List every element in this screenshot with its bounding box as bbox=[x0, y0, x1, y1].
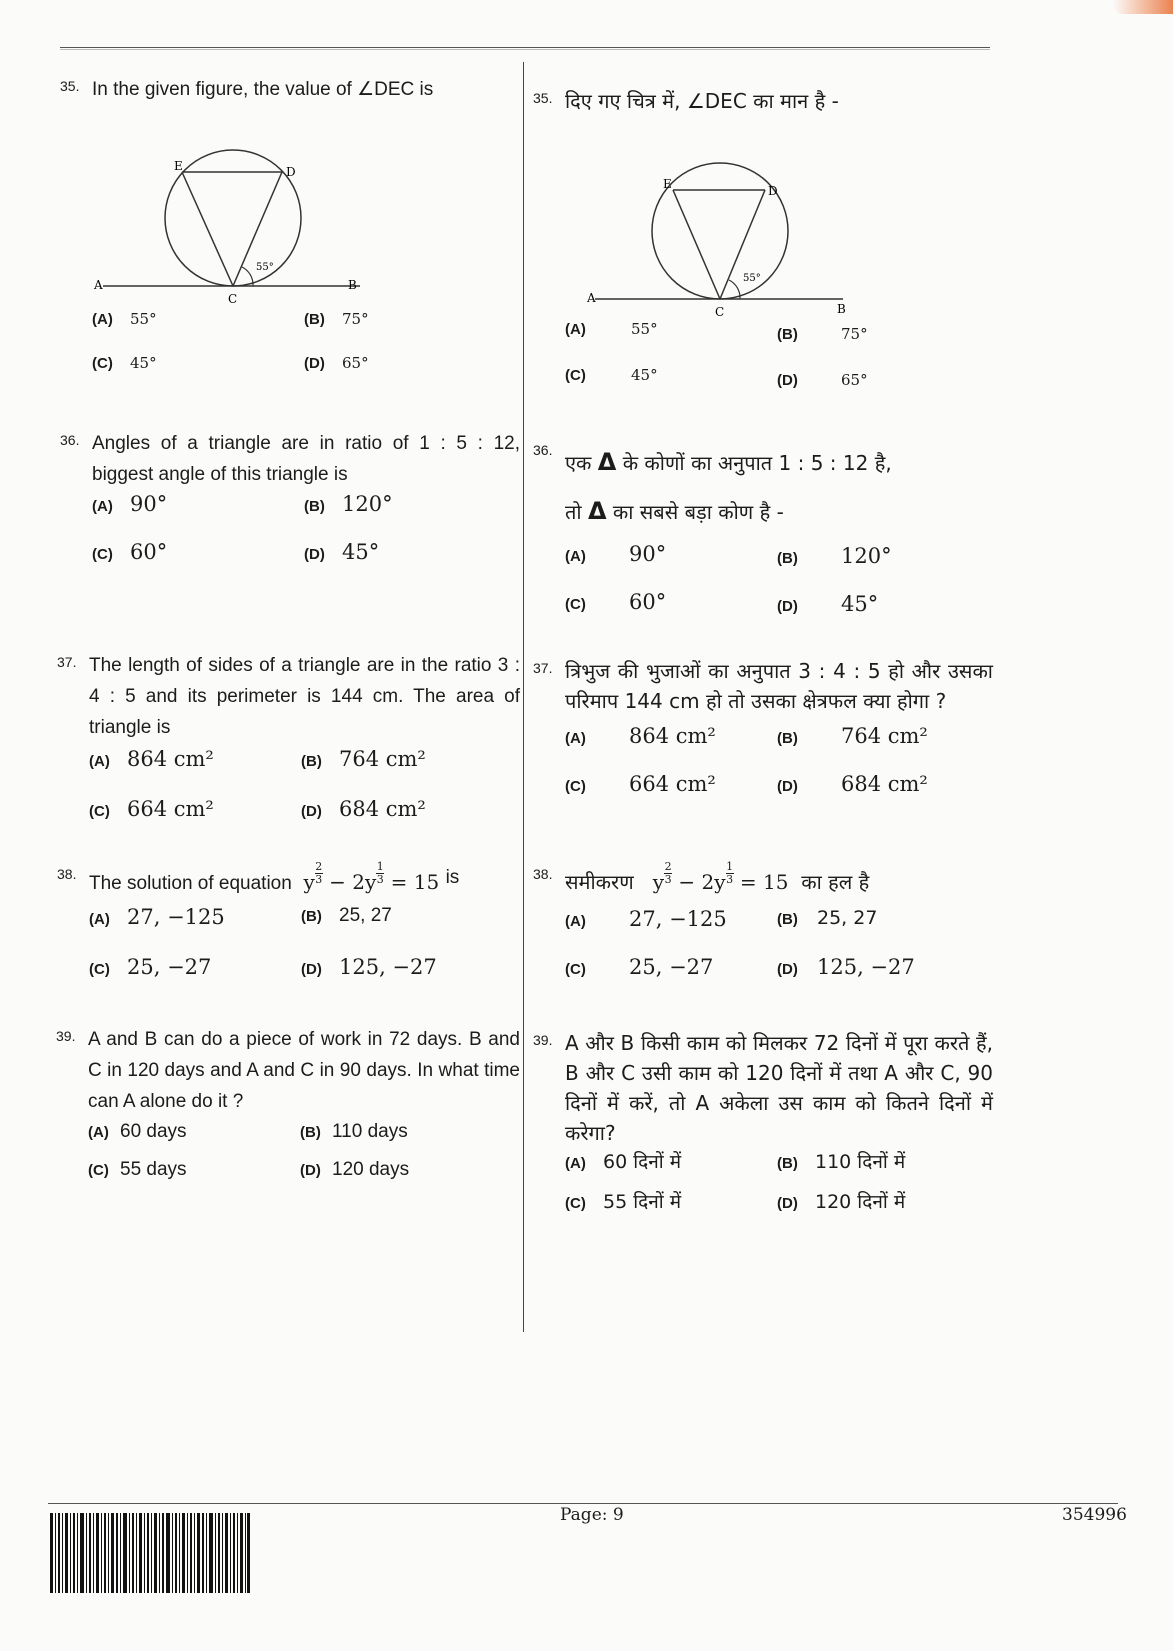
option-a[interactable]: (A) 60 दिनों में bbox=[565, 1151, 682, 1173]
option-a[interactable]: (A) 90° bbox=[565, 542, 667, 566]
options bbox=[565, 320, 985, 410]
paper-code: 354996 bbox=[1062, 1505, 1127, 1525]
option-d[interactable]: (D) 125, −27 bbox=[301, 955, 437, 979]
question-text: Angles of a triangle are in ratio of 1 : 5 : 12, biggest angle of this triangle is bbox=[92, 433, 520, 485]
footer-rule bbox=[48, 1503, 1118, 1504]
page-number: Page: 9 bbox=[560, 1505, 624, 1525]
equation: y $\frac{2}{3}$ − 2y $\frac{1}{3}$ = 15 bbox=[303, 860, 440, 894]
option-c[interactable]: (C) 664 cm² bbox=[565, 772, 716, 796]
question-text: A और B किसी काम को मिलकर 72 दिनों में पूरा करते हैं, B और C उसी काम को 120 दिनों में तथा A और C, 90 दिनों में करें, तो A अकेला उस काम को कितने दिनों में करेगा? bbox=[565, 1031, 993, 1145]
question-text: त्रिभुज की भुजाओं का अनुपात 3 : 4 : 5 हो और उसका परिमाप 144 cm हो तो उसका क्षेत्रफल क्या होगा ? bbox=[565, 659, 993, 713]
option-d[interactable]: (D) 65° bbox=[304, 354, 369, 372]
header-rule bbox=[60, 47, 990, 48]
options bbox=[565, 907, 993, 1003]
options bbox=[565, 1148, 993, 1228]
question-text: The length of sides of a triangle are in the ratio 3 : 4 : 5 and its perimeter is 144 cm. The area of triangle is bbox=[89, 655, 520, 738]
option-a[interactable]: (A) 864 cm² bbox=[89, 747, 214, 771]
option-c[interactable]: (C) 60° bbox=[565, 590, 667, 614]
label-b: B bbox=[837, 302, 846, 316]
option-a[interactable]: (A) 90° bbox=[92, 492, 168, 516]
option-d[interactable]: (D) 120 days bbox=[300, 1159, 410, 1180]
option-d[interactable]: (D) 45° bbox=[304, 540, 380, 564]
label-c: C bbox=[715, 305, 725, 319]
option-a[interactable]: (A) 27, −125 bbox=[89, 905, 225, 929]
question-number: 39. bbox=[533, 1032, 553, 1048]
option-d[interactable]: (D) 125, −27 bbox=[777, 955, 915, 979]
label-b: B bbox=[348, 278, 357, 292]
options bbox=[92, 310, 512, 400]
question-number: 36. bbox=[60, 432, 80, 448]
options bbox=[92, 490, 520, 586]
option-b[interactable]: (B) 25, 27 bbox=[301, 905, 392, 926]
options bbox=[565, 542, 993, 642]
option-b[interactable]: (B) 25, 27 bbox=[777, 907, 878, 929]
label-e: E bbox=[174, 159, 183, 173]
equation: y $\frac{2}{3}$ − 2y $\frac{1}{3}$ = 15 bbox=[652, 860, 789, 894]
option-d[interactable]: (D) 120 दिनों में bbox=[777, 1191, 906, 1213]
option-a[interactable]: (A) 864 cm² bbox=[565, 724, 716, 748]
label-e: E bbox=[663, 177, 672, 191]
options bbox=[565, 724, 993, 820]
question-39-en bbox=[56, 1024, 520, 1201]
option-d[interactable]: (D) 65° bbox=[777, 371, 868, 389]
option-b[interactable]: (B) 764 cm² bbox=[777, 724, 928, 748]
barcode bbox=[50, 1513, 250, 1593]
question-38-hi bbox=[533, 862, 993, 1003]
question-text: समीकरण y $\frac{2}{3}$ − 2y $\frac{1}{3}$ = 15 का हल है bbox=[565, 860, 870, 894]
question-number: 38. bbox=[533, 866, 553, 882]
angle-label: 55° bbox=[743, 273, 761, 284]
question-number: 35. bbox=[533, 90, 553, 106]
question-number: 38. bbox=[57, 866, 77, 882]
option-d[interactable]: (D) 684 cm² bbox=[777, 772, 928, 796]
question-text: A and B can do a piece of work in 72 days. B and C in 120 days and A and C in 90 days. In what time can A alone do it ? bbox=[88, 1029, 520, 1112]
question-number: 36. bbox=[533, 442, 553, 458]
label-a: A bbox=[94, 278, 103, 292]
option-c[interactable]: (C) 45° bbox=[565, 366, 658, 384]
option-c[interactable]: (C) 664 cm² bbox=[89, 797, 214, 821]
option-b[interactable]: (B) 110 days bbox=[300, 1121, 408, 1142]
question-38-en bbox=[57, 862, 520, 1001]
options bbox=[89, 747, 520, 843]
option-c[interactable]: (C) 45° bbox=[92, 354, 157, 372]
question-39-hi bbox=[533, 1028, 993, 1228]
question-37-hi bbox=[533, 656, 993, 820]
option-a[interactable]: (A) 60 days bbox=[88, 1121, 187, 1142]
question-number: 35. bbox=[60, 78, 80, 94]
option-b[interactable]: (B) 764 cm² bbox=[301, 747, 426, 771]
angle-label: 55° bbox=[256, 262, 274, 273]
label-a: A bbox=[587, 291, 596, 305]
option-a[interactable]: (A) 55° bbox=[92, 310, 157, 328]
option-b[interactable]: (B) 75° bbox=[777, 325, 868, 343]
option-c[interactable]: (C) 25, −27 bbox=[89, 955, 212, 979]
question-35-en bbox=[60, 74, 515, 372]
question-text: In the given figure, the value of ∠DEC is bbox=[92, 79, 434, 100]
option-b[interactable]: (B) 120° bbox=[304, 492, 393, 516]
header-rule-shadow bbox=[60, 49, 990, 50]
option-c[interactable]: (C) 60° bbox=[92, 540, 168, 564]
option-d[interactable]: (D) 45° bbox=[777, 592, 879, 616]
option-c[interactable]: (C) 55 दिनों में bbox=[565, 1191, 682, 1213]
triangle-symbol: Δ bbox=[597, 448, 617, 476]
question-number: 39. bbox=[56, 1028, 76, 1044]
option-b[interactable]: (B) 75° bbox=[304, 310, 369, 328]
question-37-en bbox=[57, 650, 520, 843]
label-d: D bbox=[286, 165, 296, 179]
question-36-en bbox=[60, 428, 520, 586]
question-text: दिए गए चित्र में, ∠DEC का मान है - bbox=[565, 89, 839, 113]
options bbox=[89, 905, 520, 1001]
option-c[interactable]: (C) 55 days bbox=[88, 1159, 187, 1180]
label-d: D bbox=[768, 184, 778, 198]
options bbox=[88, 1121, 520, 1201]
option-a[interactable]: (A) 55° bbox=[565, 320, 658, 338]
column-divider bbox=[523, 62, 524, 1332]
corner-mark bbox=[1113, 0, 1173, 14]
question-text: एक Δ के कोणों का अनुपात 1 : 5 : 12 है, तो Δ का सबसे बड़ा कोण है - bbox=[565, 448, 892, 525]
option-c[interactable]: (C) 25, −27 bbox=[565, 955, 714, 979]
triangle-symbol: Δ bbox=[587, 497, 607, 525]
question-text: The solution of equation y $\frac{2}{3}$ − 2y $\frac{1}{3}$ = 15 is bbox=[89, 860, 460, 894]
option-b[interactable]: (B) 110 दिनों में bbox=[777, 1151, 906, 1173]
option-a[interactable]: (A) 27, −125 bbox=[565, 907, 727, 931]
label-c: C bbox=[228, 292, 238, 306]
option-d[interactable]: (D) 684 cm² bbox=[301, 797, 426, 821]
question-number: 37. bbox=[57, 654, 77, 670]
option-b[interactable]: (B) 120° bbox=[777, 544, 892, 568]
question-35-hi bbox=[533, 86, 993, 389]
question-number: 37. bbox=[533, 660, 553, 676]
question-36-hi bbox=[533, 438, 993, 642]
